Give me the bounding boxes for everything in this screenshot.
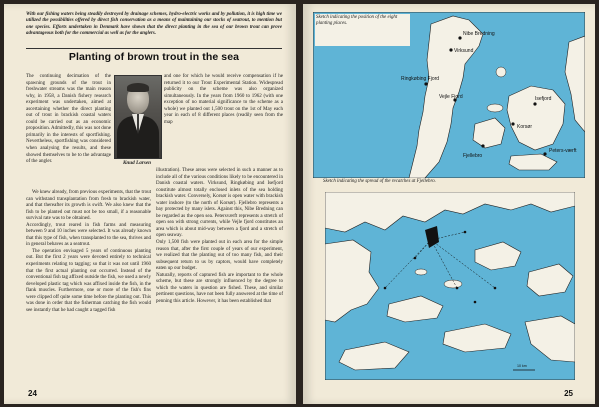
planting-place-marker	[481, 144, 484, 147]
body-paragraph: The operation envisaged 5 years of continuous planting out. But the first 2 years were devoted entirely to technical experiments relating to tagging; so that it was not until 1960 that the first actual planting out occurred. Instead of the conventional fish tag affixed outside the fish, we used a newly developed plastic tag which was affixed inside the fish, in the flank muscles. Furthermore, one or more of the fish's fins were clipped off quite some time before the planting out. This was done in order that the fisherman catching the fish would see instantly that he had caught a tagged fish	[26, 248, 151, 313]
map2-caption: Sketch indicating the spread of the recatches at Fjellebro.	[323, 179, 436, 184]
intro-paragraph: With our fishing waters being steadily destroyed by drainage schemes, hydro-electric works and by pollution, it is high time we utilized the possibilities offered by direct fish conservation as a means of maintaining our stocks of seatrout, to mention but one species. Efforts undertaken in Denmark have shown that the direct planting in the sea of our brown trout can prove advantageous both for the commercial as well as for the anglers.	[26, 12, 282, 37]
anholt-island	[496, 67, 506, 77]
scale-label: 10 km	[517, 364, 527, 368]
map1-caption: Sketch indicating the position of the eight planting places.	[316, 15, 398, 26]
place-label: Nibe Bredning	[463, 31, 495, 37]
body-column-1-top	[26, 74, 111, 166]
planting-place-marker	[511, 122, 514, 125]
denmark-map	[313, 12, 585, 178]
planting-place-marker	[424, 82, 427, 85]
place-label: Isefjord	[535, 96, 552, 102]
body-column-1	[26, 190, 151, 314]
planting-place-marker	[543, 152, 546, 155]
body-paragraph: The continuing decimation of the spawning grounds of the trout in freshwater streams was the main reason why, in 1958, a Danish fishery research experiment was undertaken, aimed at ascertaining whether the direct planting out of trout in brackish coastal waters could be carried out as an economic proposition. Admittedly, this was not done primarily in the interests of sportfishing. Nevertheless, sportfishing was considered when analysing the results, and these showed themselves to be to the advantage of the angler.	[26, 74, 111, 165]
place-label: Korsør	[517, 124, 532, 130]
planting-place-marker	[458, 36, 461, 39]
samsoe-island	[487, 104, 503, 112]
body-column-2-top	[164, 74, 283, 126]
place-label: Virksund	[454, 48, 474, 54]
left-page	[4, 4, 296, 404]
place-label: Fjellebro	[463, 153, 483, 159]
body-paragraph: illustration). These areas were selected in such a manner as to include all of the various conditions likely to be encountered in Danish coastal waters. Virksund, Ringkøbing and Isefjord constitute almost totally enclosed inlets of the sea holding brackish water. Conversely, Korsør is open water with brackish water inshore (to the north of Korsør). Fjellebro represents a bay protected by many islets. Against this, Nibe Bredning can be regarded as the open sea. Petersværft represents a stretch of open sea with strong currents, while Vejle fjord constitutes an area which is about mid-way between a fjord and a stretch of open seaway.	[156, 168, 283, 239]
place-label: Vejle Fjord	[439, 94, 463, 100]
body-paragraph: and one for which he would receive compensation if he returned it to our Trout Experimental Station. Widespread publicity on the scheme was also organized simultaneously. In the years from 1960 to 1962 (with one exception of no material significance to the scheme as a whole) we planted out 1,500 trout on the 1st of May each year in each of 8 different places (readily seen from the map	[164, 74, 283, 125]
planting-place-marker	[533, 102, 536, 105]
right-page	[303, 4, 595, 404]
place-label: Ringkøbing Fjord	[401, 76, 440, 82]
article-headline: Planting of brown trout in the sea	[68, 51, 240, 63]
page-number-right: 25	[564, 389, 573, 398]
portrait-caption: Knud Larsen	[122, 160, 152, 166]
body-paragraph: We knew already, from previous experiments, that the trout can withstand transplantation from fresh to brackish water, and that thereafter its growth is swift. We also knew that the fish to be planted out must not be too small, if a reasonable survival rate was to be obtained.	[26, 190, 151, 222]
islet	[444, 280, 462, 288]
body-column-2	[156, 168, 283, 305]
body-paragraph: Only 1,500 fish were planted out in each area for the simple reason that, after the first couple of years of our experiment, we realized that the planting out of too many fish, and their subsequent return to us by captors, would have completely eaten up our budget.	[156, 240, 283, 272]
planting-place-marker	[449, 48, 452, 51]
islet	[415, 269, 427, 275]
page-number-left: 24	[28, 389, 37, 398]
headline-rule	[26, 48, 282, 49]
portrait-hair	[127, 83, 149, 92]
body-paragraph: Accordingly, trout reared in fish farms and measuring between 9 and 10 inches were selected. It was already known that this type of fish, when transplanted to the sea, thrives and in general behaves as a seatrout.	[26, 222, 151, 248]
fjellebro-recatch-map	[325, 192, 575, 380]
author-portrait	[114, 75, 162, 159]
place-label: Peters-værft	[549, 148, 577, 154]
body-paragraph: Naturally, reports of captured fish are important to the whole scheme, but these are strongly influenced by the degree to which the waters in question are fished. These, and similar pertinent questions, have not been fully answered at the time of penning this article. However, it has been established that	[156, 272, 283, 304]
